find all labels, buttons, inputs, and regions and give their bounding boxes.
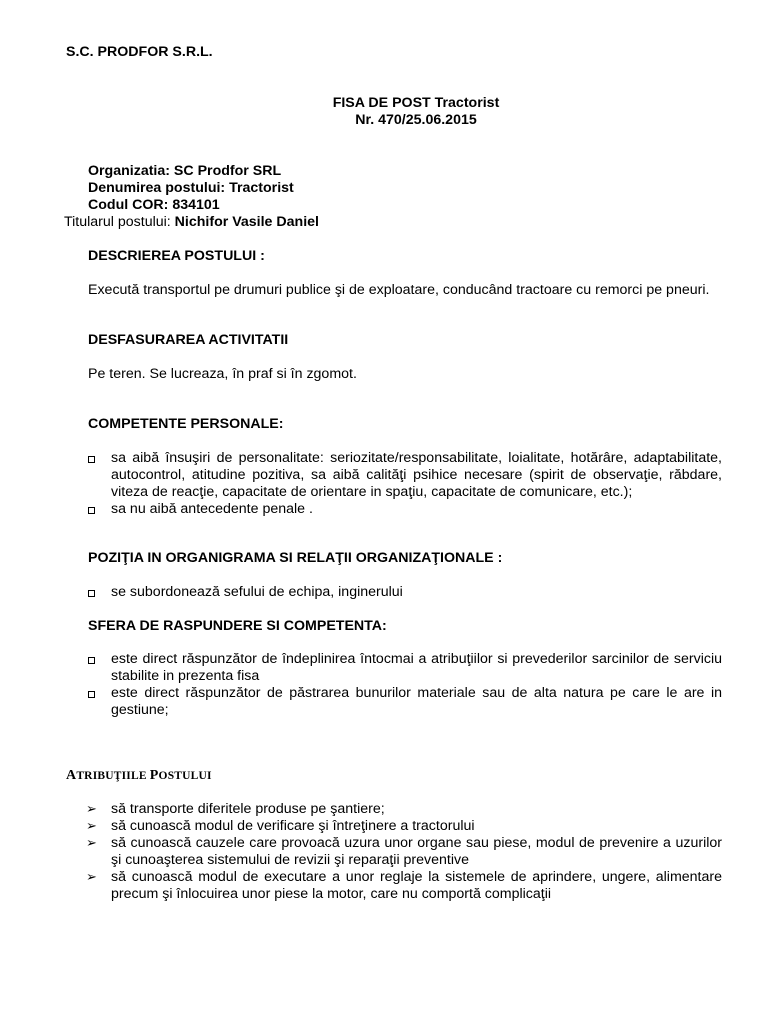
section-heading-pozitia: POZIŢIA IN ORGANIGRAMA SI RELAŢII ORGANIZAŢIONALE :	[88, 550, 503, 566]
info-organizatia: Organizatia: SC Prodfor SRL	[88, 163, 282, 179]
titular-label: Titularul postului:	[64, 214, 175, 230]
square-bullet-icon	[88, 456, 95, 463]
arrow-bullet-icon: ➢	[86, 819, 97, 834]
square-bullet-icon	[88, 590, 95, 597]
list-item: ➢ să cunoască modul de executare a unor reglaje la sistemele de aprindere, ungere, alimentare precum şi înlocuirea unor piese la motor, care nu comportă complicaţii	[86, 869, 722, 902]
atributii-list	[88, 801, 722, 903]
list-item: sa aibă însuşiri de personalitate: seriozitate/responsabilitate, loialitate, hotărâre, adaptabilitate, autocontrol, atitudine pozitiva, sa aibă calităţi psihice necesare (spirit de observaţie, răbdare, viteza de reacţie, capacitate de orientare in spaţiu, capacitate de comunicare, etc.);	[88, 450, 722, 501]
document-number: Nr. 470/25.06.2015	[355, 112, 477, 128]
list-item: ➢ să cunoască cauzele care provoacă uzura unor organe sau piese, modul de prevenire a uzurilor şi cunoaşterea sistemului de revizii şi reparaţii preventive	[86, 835, 722, 868]
section-heading-atributii: ATRIBUŢIILE POSTULUI	[66, 768, 212, 783]
list-item: este direct răspunzător de îndeplinirea întocmai a atribuţiilor si prevederilor sarcinilor de serviciu stabilite in prezenta fisa	[88, 651, 722, 685]
info-titular	[64, 214, 319, 231]
section-heading-sfera: SFERA DE RASPUNDERE SI COMPETENTA:	[88, 618, 387, 634]
list-item: ➢ să transporte diferitele produse pe şantiere;	[86, 801, 385, 817]
list-item: se subordonează sefului de echipa, inginerului	[88, 584, 722, 601]
square-bullet-icon	[88, 691, 95, 698]
desfasurarea-text: Pe teren. Se lucreaza, în praf si în zgomot.	[88, 366, 357, 382]
square-bullet-icon	[88, 657, 95, 664]
info-denumirea: Denumirea postului: Tractorist	[88, 180, 294, 196]
section-heading-desfasurarea: DESFASURAREA ACTIVITATII	[88, 332, 289, 348]
arrow-bullet-icon: ➢	[86, 870, 97, 885]
titular-name: Nichifor Vasile Daniel	[174, 214, 319, 230]
company-name: S.C. PRODFOR S.R.L.	[66, 44, 213, 60]
arrow-bullet-icon: ➢	[86, 802, 97, 817]
list-item: este direct răspunzător de păstrarea bunurilor materiale sau de alta natura pe care le are in gestiune;	[88, 685, 722, 719]
square-bullet-icon	[88, 507, 95, 514]
list-item: sa nu aibă antecedente penale .	[88, 501, 722, 518]
sfera-list	[88, 651, 722, 719]
document-title: FISA DE POST Tractorist	[332, 95, 500, 111]
section-heading-descrierea: DESCRIEREA POSTULUI :	[88, 248, 265, 264]
arrow-bullet-icon: ➢	[86, 836, 97, 851]
section-heading-competente: COMPETENTE PERSONALE:	[88, 416, 284, 432]
list-item: ➢ să cunoască modul de verificare şi întreţinere a tractorului	[86, 818, 475, 834]
pozitia-list	[88, 584, 722, 601]
descrierea-text: Execută transportul pe drumuri publice şi de exploatare, conducând tractoare cu remorci pe pneuri.	[88, 282, 710, 298]
info-codul-cor: Codul COR: 834101	[88, 197, 220, 213]
competente-list	[88, 450, 722, 518]
